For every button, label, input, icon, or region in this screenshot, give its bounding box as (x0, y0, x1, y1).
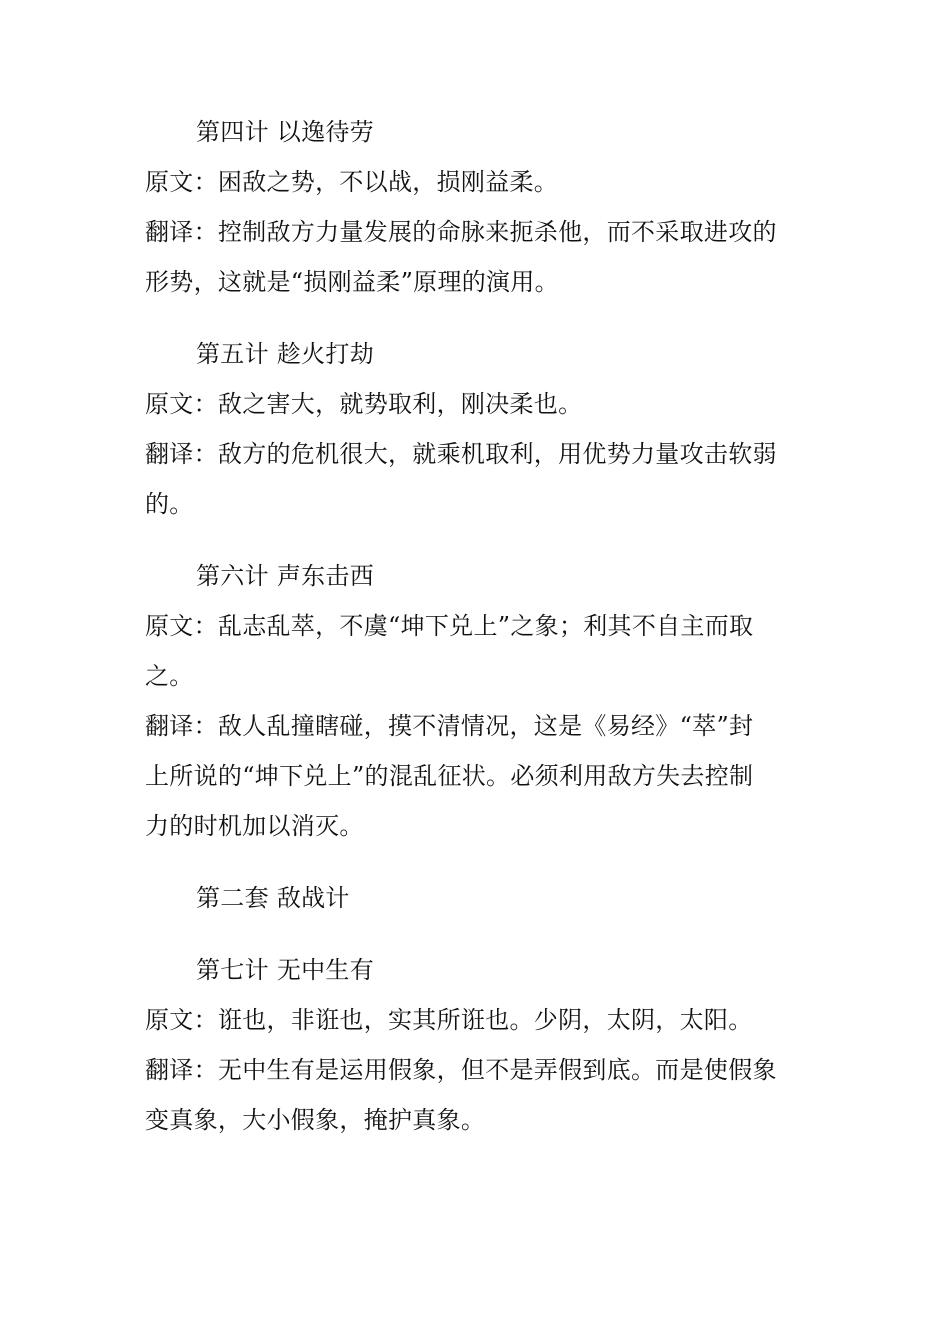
translation-line-4-2: 形势，这就是“损刚益柔”原理的演用。 (145, 268, 559, 296)
section-heading-5: 第五计 趁火打劫 (196, 340, 375, 368)
original-line-6-1: 原文：乱志乱萃，不虞“坤下兑上”之象；利其不自主而取 (145, 612, 754, 640)
original-text-4: 原文：困敌之势，不以战，损刚益柔。 (145, 168, 559, 196)
original-text-5: 原文：敌之害大，就势取利，刚决柔也。 (145, 390, 583, 418)
set-heading-2: 第二套 敌战计 (196, 884, 350, 912)
translation-line-4-1: 翻译：控制敌方力量发展的命脉来扼杀他，而不采取进攻的 (145, 218, 777, 246)
translation-line-6-2: 上所说的“坤下兑上”的混乱征状。必须利用敌方失去控制 (145, 762, 754, 790)
original-text-7: 原文：诳也，非诳也，实其所诳也。少阴，太阴，太阳。 (145, 1006, 753, 1034)
original-line-6-2: 之。 (145, 662, 194, 690)
translation-line-7-1: 翻译：无中生有是运用假象，但不是弄假到底。而是使假象 (145, 1056, 777, 1084)
translation-line-6-3: 力的时机加以消灭。 (145, 812, 364, 840)
translation-line-5-2: 的。 (145, 490, 194, 518)
translation-line-5-1: 翻译：敌方的危机很大，就乘机取利，用优势力量攻击软弱 (145, 440, 777, 468)
translation-line-6-1: 翻译：敌人乱撞瞎碰，摸不清情况，这是《易经》“萃”封 (145, 712, 754, 740)
translation-line-7-2: 变真象，大小假象，掩护真象。 (145, 1106, 486, 1134)
section-heading-4: 第四计 以逸待劳 (196, 118, 375, 146)
section-heading-7: 第七计 无中生有 (196, 956, 375, 984)
section-heading-6: 第六计 声东击西 (196, 562, 375, 590)
